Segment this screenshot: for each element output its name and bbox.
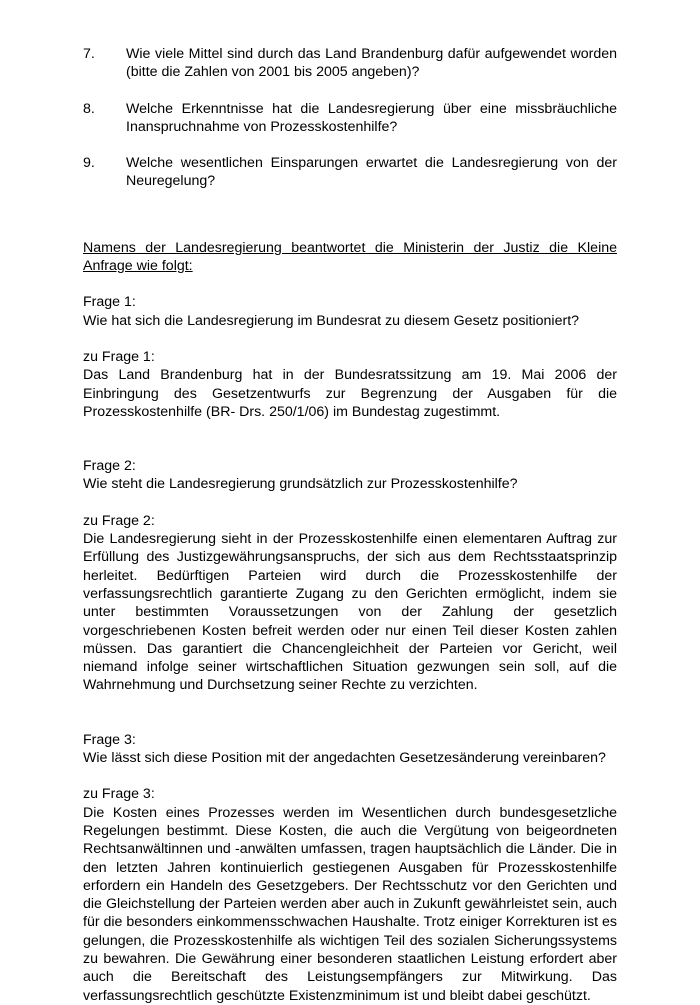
frage-text: Wie steht die Landesregierung grundsätzlich zur Prozesskostenhilfe? xyxy=(83,476,518,493)
document-page xyxy=(83,45,617,1005)
question-number: 8. xyxy=(83,100,95,117)
antwort-label: zu Frage 2: xyxy=(83,512,155,529)
answer-intro: Namens der Landesregierung beantwortet die Ministerin der Justiz die Kleine Anfrage wie folgt: xyxy=(83,239,617,275)
frage-text: Wie lässt sich diese Position mit der angedachten Gesetzesänderung vereinbaren? xyxy=(83,750,606,767)
section-frage-2 xyxy=(83,457,617,695)
question-item xyxy=(83,154,617,191)
antwort-text: Die Kosten eines Prozesses werden im Wesentlichen durch bundesgesetzliche Regelungen bestimmt. Diese Kosten, die auch die Vergütung von beigeordneten Rechtsanwältinnen und -anwälten umfassen, tragen hauptsächlich die Länder. Die in den letzten Jahren kontinuierlich gestiegenen Ausgaben für Prozesskostenhilfe erfordern ein Handeln des Gesetzgebers. Der Rechtsschutz vor den Gerichten und die Gleichstellung der Parteien werden aber auch in Zukunft gewährleistet sein, auch für die besonders einkommensschwachen Haushalte. Trotz einiger Korrekturen ist es gelungen, die Prozesskostenhilfe als wichtigen Teil des sozialen Sicherungssystems zu bewahren. Die Gewährung einer besonderen staatlichen Leistung erfordert aber auch die Bereitschaft des Leistungsempfängers zur Mitwirkung. Das verfassungsrechtlich geschützte Existenzminimum ist und bleibt dabei geschützt. xyxy=(83,804,617,1004)
section-frage-3 xyxy=(83,731,617,1005)
question-number: 9. xyxy=(83,155,95,172)
question-text: Welche Erkenntnisse hat die Landesregierung über eine missbräuchliche Inanspruchnahme von Prozesskostenhilfe? xyxy=(126,100,617,135)
question-text: Wie viele Mittel sind durch das Land Brandenburg dafür aufgewendet worden (bitte die Zahlen von 2001 bis 2005 angeben)? xyxy=(126,46,617,81)
question-number: 7. xyxy=(83,46,95,62)
frage-label: Frage 3: xyxy=(83,731,136,748)
question-item xyxy=(83,100,617,137)
frage-label: Frage 1: xyxy=(83,294,136,311)
frage-label: Frage 2: xyxy=(83,458,136,475)
question-item xyxy=(83,45,617,82)
frage-text: Wie hat sich die Landesregierung im Bundesrat zu diesem Gesetz positioniert? xyxy=(83,312,580,329)
antwort-text: Die Landesregierung sieht in der Prozesskostenhilfe einen elementaren Auftrag zur Erfüllung des Justizgewährungsanspruchs, der sich aus dem Rechtsstaatsprinzip herleitet. Bedürftigen Parteien wird durch die Prozesskostenhilfe der verfassungsrechtlich garantierte Zugang zu den Gerichten ermöglicht, indem sie unter bestimmten Voraussetzungen von der Zahlung der gesetzlich vorgeschriebenen Kosten befreit werden oder nur einen Teil dieser Kosten zahlen müssen. Das garantiert die Chancengleichheit der Parteien vor Gericht, weil niemand infolge seiner wirtschaftlichen Situation gezwungen sein soll, auf die Wahrnehmung und Durchsetzung seiner Rechte zu verzichten. xyxy=(83,531,617,694)
antwort-label: zu Frage 1: xyxy=(83,348,155,365)
section-frage-1 xyxy=(83,293,617,421)
antwort-label: zu Frage 3: xyxy=(83,786,155,803)
question-text: Welche wesentlichen Einsparungen erwartet die Landesregierung von der Neuregelung? xyxy=(126,155,617,190)
antwort-text: Das Land Brandenburg hat in der Bundesratssitzung am 19. Mai 2006 der Einbringung des Gesetzentwurfs zur Begrenzung der Ausgaben für die Prozesskostenhilfe (BR- Drs. 250/1/06) im Bundestag zugestimmt. xyxy=(83,367,617,420)
